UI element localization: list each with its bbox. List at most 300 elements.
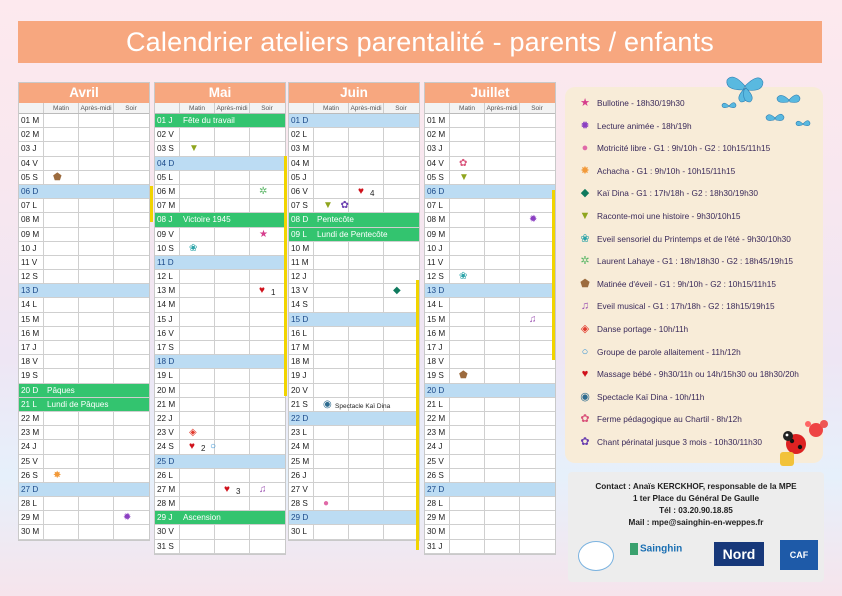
day-label: 04 V <box>427 158 444 168</box>
slot-cell <box>214 440 249 453</box>
day-label: 11 V <box>427 257 444 267</box>
day-label: 10 M <box>291 243 310 253</box>
day-label: 28 L <box>427 499 443 509</box>
day-row <box>19 157 149 171</box>
day-row <box>289 270 419 284</box>
slot-cell <box>78 412 113 425</box>
day-label: 26 S <box>427 470 444 480</box>
slot-cell <box>78 171 113 184</box>
day-row <box>19 525 149 539</box>
slot-cell <box>113 327 148 340</box>
slot-cell <box>484 440 519 453</box>
slot-cell <box>449 540 484 553</box>
slot-cell <box>383 256 418 269</box>
day-label: 10 S <box>157 243 174 253</box>
day-label: 28 S <box>291 499 308 509</box>
slot-cell <box>313 270 348 283</box>
day-row <box>425 256 555 270</box>
day-label: 02 V <box>157 130 174 140</box>
slot-cell <box>249 369 284 382</box>
day-row <box>425 355 555 369</box>
slot-cell <box>43 185 78 198</box>
day-row <box>155 142 285 156</box>
slot-cell <box>449 185 484 198</box>
day-row <box>425 384 555 398</box>
day-label: 22 J <box>157 413 173 423</box>
legend-item <box>579 323 688 335</box>
day-label: 17 J <box>21 343 37 352</box>
day-row <box>425 213 555 227</box>
day-row <box>289 284 419 298</box>
day-label: 29 D <box>291 513 309 523</box>
day-label: 21 L <box>427 399 443 409</box>
day-label: 23 M <box>21 428 40 438</box>
slot-cell <box>348 298 383 311</box>
slot-cell <box>249 256 284 269</box>
day-row <box>289 497 419 511</box>
day-label: 29 J <box>157 513 173 523</box>
day-row <box>155 469 285 483</box>
day-row <box>155 369 285 383</box>
slot-cell <box>348 142 383 155</box>
slot-cell <box>313 284 348 297</box>
slot-cell <box>484 114 519 127</box>
slot-cell <box>449 525 484 538</box>
slot-cell <box>214 426 249 439</box>
day-row <box>425 157 555 171</box>
day-row <box>155 384 285 398</box>
slot-cell <box>43 228 78 241</box>
legend-label: Kaï Dina - G1 : 17h/18h - G2 : 18h30/19h30 <box>597 188 758 199</box>
day-row <box>289 256 419 270</box>
slot-cell <box>383 497 418 510</box>
slot-cell <box>519 369 554 382</box>
day-row <box>289 483 419 497</box>
slot-cell <box>313 242 348 255</box>
day-label: 15 D <box>291 314 309 324</box>
day-label: 14 L <box>427 300 443 310</box>
day-row <box>155 298 285 312</box>
caf-logo <box>780 540 818 570</box>
nord-logo <box>714 542 764 566</box>
slot-cell <box>179 384 214 397</box>
day-label: 31 J <box>427 541 443 551</box>
slot-cell <box>449 298 484 311</box>
day-label: 22 M <box>427 413 446 423</box>
day-row <box>19 256 149 270</box>
day-row <box>19 341 149 355</box>
slot-cell <box>348 171 383 184</box>
kai-dina-icon: ◆ <box>580 187 590 200</box>
day-row <box>155 440 285 454</box>
slot-cell <box>43 199 78 212</box>
column-headers <box>155 103 285 114</box>
slot-cell <box>78 185 113 198</box>
slot-cell <box>113 426 148 439</box>
day-label: 31 S <box>157 541 174 551</box>
day-label: 26 L <box>157 470 173 480</box>
slot-cell <box>313 171 348 184</box>
day-label: 04 V <box>21 158 38 168</box>
slot-cell <box>348 412 383 425</box>
day-row <box>425 540 555 554</box>
slot-cell <box>449 398 484 411</box>
slot-cell <box>43 426 78 439</box>
day-row <box>155 426 285 440</box>
achacha-icon: ✸ <box>53 469 62 481</box>
slot-cell <box>449 497 484 510</box>
slot-cell <box>519 497 554 510</box>
slot-cell <box>449 469 484 482</box>
day-row <box>289 511 419 525</box>
legend-label: Raconte-moi une histoire - 9h30/10h15 <box>597 211 741 221</box>
day-row <box>289 313 419 327</box>
day-row <box>289 298 419 312</box>
legend-item <box>579 97 685 109</box>
day-row <box>425 469 555 483</box>
day-row <box>289 213 419 227</box>
slot-cell <box>313 497 348 510</box>
slot-cell <box>43 355 78 368</box>
slot-cell <box>214 483 249 496</box>
slot-cell <box>78 128 113 141</box>
slot-cell <box>78 525 113 538</box>
day-label: 02 L <box>291 130 307 140</box>
day-label: 03 M <box>291 144 310 154</box>
slot-cell <box>113 114 148 127</box>
day-row <box>289 384 419 398</box>
day-col-header <box>289 103 313 113</box>
month-juillet <box>424 82 556 555</box>
danse-portage-icon: ◈ <box>189 427 197 439</box>
slot-cell <box>449 228 484 241</box>
day-row <box>155 114 285 128</box>
day-label: 17 S <box>157 343 174 352</box>
column-header: Matin <box>179 103 214 113</box>
slot-cell <box>113 128 148 141</box>
slot-cell <box>348 384 383 397</box>
day-label: 06 M <box>157 186 176 196</box>
slot-cell <box>383 327 418 340</box>
slot-cell <box>214 199 249 212</box>
column-header: Soir <box>249 103 284 113</box>
column-header: Après-midi <box>214 103 249 113</box>
holiday-label: Lundi de Pâques <box>47 399 109 409</box>
slot-cell <box>179 284 214 297</box>
slot-cell <box>519 270 554 283</box>
slot-cell <box>113 213 148 226</box>
laurent-lahaye-icon: ✲ <box>259 185 268 197</box>
slot-cell <box>179 199 214 212</box>
slot-cell <box>383 525 418 538</box>
massage-bebe-icon: ♥ <box>581 368 589 381</box>
column-headers <box>425 103 555 114</box>
day-label: 16 L <box>291 328 307 338</box>
slot-cell <box>383 114 418 127</box>
slot-cell <box>383 426 418 439</box>
slot-cell <box>348 369 383 382</box>
spectacle-kai-dina-icon: ◉ <box>580 390 590 403</box>
day-label: 09 M <box>427 229 446 239</box>
slot-cell <box>179 440 217 453</box>
sainghin-logo-text: Sainghin <box>640 543 683 555</box>
slot-cell <box>214 455 249 468</box>
day-label: 05 S <box>427 172 444 182</box>
slot-cell <box>519 242 554 255</box>
slot-cell <box>179 497 214 510</box>
slot-cell <box>249 157 284 170</box>
month-juin <box>288 82 420 541</box>
legend-label: Eveil sensoriel du Printemps et de l'été - 9h30/10h30 <box>597 233 791 244</box>
slot-cell <box>78 440 113 453</box>
slot-cell <box>313 469 348 482</box>
slot-cell <box>313 369 348 382</box>
slot-cell <box>179 128 214 141</box>
slot-cell <box>113 341 148 354</box>
slot-cell <box>519 483 554 496</box>
legend-item <box>579 255 793 267</box>
slot-cell <box>179 313 214 326</box>
marker-note: 3 <box>236 486 241 496</box>
day-row <box>425 398 555 412</box>
slot-cell <box>348 242 383 255</box>
slot-cell <box>348 256 383 269</box>
slot-cell <box>519 199 554 212</box>
slot-cell <box>249 455 284 468</box>
slot-cell <box>179 369 214 382</box>
day-label: 17 J <box>427 343 443 352</box>
slot-cell <box>484 327 519 340</box>
slot-cell <box>179 412 214 425</box>
legend-item <box>579 278 776 290</box>
day-label: 18 V <box>427 357 444 367</box>
slot-cell <box>113 313 148 326</box>
slot-cell <box>383 185 418 198</box>
slot-cell <box>179 298 214 311</box>
slot-cell <box>383 171 418 184</box>
slot-cell <box>348 497 383 510</box>
relais-logo <box>578 541 614 571</box>
slot-cell <box>449 199 484 212</box>
day-row <box>289 185 419 199</box>
laurent-lahaye-icon: ✲ <box>580 255 590 268</box>
slot-cell <box>313 483 348 496</box>
slot-cell <box>313 384 348 397</box>
slot-cell <box>43 114 78 127</box>
day-row <box>425 497 555 511</box>
day-label: 16 V <box>157 328 174 338</box>
legend-label: Laurent Lahaye - G1 : 18h/18h30 - G2 : 18h45/19h15 <box>597 256 794 267</box>
slot-cell <box>313 157 348 170</box>
legend-label: Motricité libre - G1 : 9h/10h - G2 : 10h15/11h15 <box>597 143 771 154</box>
day-label: 06 D <box>427 186 445 196</box>
slot-cell <box>383 355 418 368</box>
marker-note: Spectacle Kaï Dina <box>335 402 391 410</box>
slot-cell <box>179 469 214 482</box>
slot-cell <box>313 455 348 468</box>
ladybug-flower-icon <box>774 416 830 472</box>
slot-cell <box>313 313 348 326</box>
day-row <box>19 213 149 227</box>
month-mai <box>154 82 286 555</box>
day-label: 20 D <box>427 385 445 395</box>
slot-cell <box>383 298 418 311</box>
slot-cell <box>519 384 554 397</box>
marker-note: 1 <box>271 288 276 298</box>
slot-cell <box>484 398 519 411</box>
day-label: 24 S <box>157 442 174 452</box>
day-row <box>19 298 149 312</box>
slot-cell <box>348 455 383 468</box>
legend-label: Massage bébé - 9h30/11h ou 14h/15h30 ou 18h30/20h <box>597 369 799 380</box>
day-row <box>155 313 285 327</box>
day-label: 11 M <box>291 257 309 267</box>
day-col-header <box>425 103 449 113</box>
slot-cell <box>449 341 484 354</box>
raconte-moi-icon: ▼ <box>579 210 591 222</box>
slot-cell <box>449 114 484 127</box>
slot-cell <box>78 483 113 496</box>
slot-cell <box>519 157 554 170</box>
slot-cell <box>179 483 214 496</box>
day-row <box>425 228 555 242</box>
slot-cell <box>348 128 383 141</box>
day-row <box>19 511 149 525</box>
slot-cell <box>383 157 418 170</box>
slot-cell <box>519 114 554 127</box>
day-label: 15 J <box>157 314 173 324</box>
day-row <box>425 341 555 355</box>
massage-bebe-icon: ♥ <box>224 483 230 495</box>
slot-cell <box>484 228 519 241</box>
day-row <box>19 497 149 511</box>
day-row <box>19 128 149 142</box>
slot-cell <box>113 355 148 368</box>
slot-cell <box>179 398 214 411</box>
day-label: 03 J <box>21 144 37 154</box>
slot-cell <box>43 256 78 269</box>
day-row <box>155 497 285 511</box>
slot-cell <box>519 128 554 141</box>
day-label: 04 D <box>157 158 175 168</box>
day-label: 19 S <box>427 371 444 381</box>
slot-cell <box>519 256 554 269</box>
slot-cell <box>484 455 519 468</box>
legend-label: Danse portage - 10h/11h <box>597 324 689 334</box>
slot-cell <box>484 511 519 524</box>
slot-cell <box>484 128 519 141</box>
slot-cell <box>214 256 249 269</box>
slot-cell <box>519 327 554 340</box>
day-label: 08 J <box>157 215 173 225</box>
danse-portage-icon: ◈ <box>580 323 590 335</box>
month-header: Juin <box>289 83 419 103</box>
slot-cell <box>313 256 348 269</box>
day-label: 14 S <box>291 300 308 310</box>
day-row <box>425 114 555 128</box>
slot-cell <box>484 469 519 482</box>
legend-item <box>579 120 692 132</box>
lecture-animee-icon: ✹ <box>123 512 132 524</box>
day-row <box>289 426 419 440</box>
day-label: 30 L <box>291 527 307 537</box>
day-row <box>155 455 285 469</box>
month-header: Avril <box>19 83 149 103</box>
day-label: 13 V <box>291 286 308 296</box>
day-label: 08 M <box>21 215 40 225</box>
column-header: Matin <box>43 103 78 113</box>
slot-cell <box>78 497 113 510</box>
day-label: 03 S <box>157 144 174 154</box>
slot-cell <box>113 284 148 297</box>
slot-cell <box>313 327 348 340</box>
day-row <box>425 440 555 454</box>
day-label: 03 J <box>427 144 443 154</box>
holiday-label: Lundi de Pentecôte <box>317 229 388 239</box>
slot-cell <box>313 114 348 127</box>
day-label: 15 M <box>21 314 40 324</box>
slot-cell <box>484 426 519 439</box>
matinee-eveil-icon: ⬟ <box>459 370 468 382</box>
holiday-label: Fête du travail <box>183 116 235 125</box>
slot-cell <box>78 313 113 326</box>
slot-cell <box>214 525 249 538</box>
legend-panel <box>565 87 823 463</box>
day-label: 19 S <box>21 371 38 381</box>
groupe-parole-icon: ○ <box>581 345 589 358</box>
day-label: 25 M <box>291 456 310 466</box>
slot-cell <box>249 426 284 439</box>
day-label: 14 M <box>157 300 176 310</box>
day-label: 05 S <box>21 172 38 182</box>
day-label: 25 D <box>157 456 175 466</box>
day-label: 19 L <box>157 371 173 381</box>
slot-cell <box>249 483 284 496</box>
slot-cell <box>519 440 554 453</box>
slot-cell <box>249 384 284 397</box>
day-row <box>289 341 419 355</box>
slot-cell <box>214 228 249 241</box>
day-label: 07 L <box>427 201 443 211</box>
day-col-header <box>155 103 179 113</box>
day-row <box>19 483 149 497</box>
slot-cell <box>519 313 554 326</box>
day-row <box>289 469 419 483</box>
legend-label: Matinée d'éveil - G1 : 9h/10h - G2 : 10h15/11h15 <box>597 278 777 289</box>
slot-cell <box>313 185 348 198</box>
raconte-moi-icon: ▼ <box>189 143 199 155</box>
slot-cell <box>313 142 348 155</box>
day-label: 06 V <box>291 186 308 196</box>
day-label: 05 J <box>291 172 307 182</box>
contact-line-1: Contact : Anaïs KERCKHOF, responsable de la MPE <box>595 482 797 491</box>
slot-cell <box>449 384 484 397</box>
day-row <box>19 355 149 369</box>
slot-cell <box>449 213 484 226</box>
ferme-pedagogique-icon: ✿ <box>580 413 590 426</box>
day-row <box>19 142 149 156</box>
slot-cell <box>249 341 284 354</box>
day-label: 23 L <box>291 428 307 438</box>
legend-label: Spectacle Kaï Dina - 10h/11h <box>597 391 705 402</box>
slot-cell <box>113 185 148 198</box>
legend-item <box>579 210 740 222</box>
slot-cell <box>348 157 383 170</box>
day-label: 29 M <box>21 513 40 523</box>
slot-cell <box>78 298 113 311</box>
slot-cell <box>519 455 554 468</box>
day-row <box>289 228 419 242</box>
